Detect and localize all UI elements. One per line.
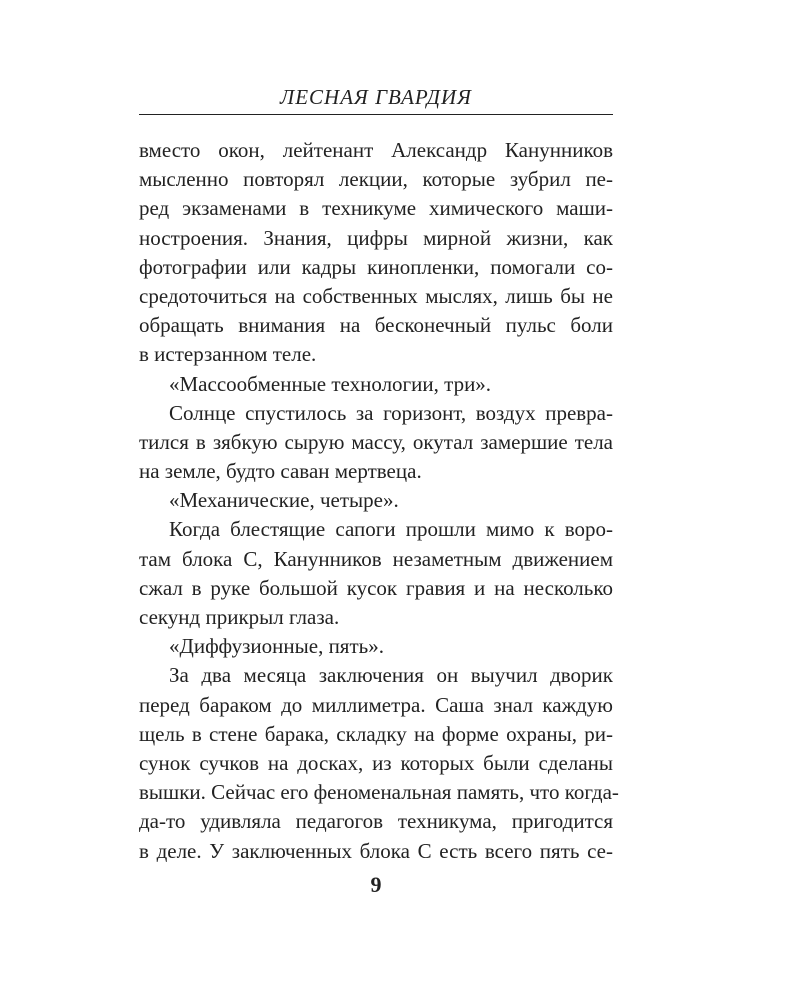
text-line: «Массообменные технологии, три». (169, 371, 492, 396)
header-rule (139, 114, 613, 115)
text-line: там блока С, Канунников незаметным движением (139, 546, 613, 571)
body-text (139, 136, 619, 866)
text-line: перед бараком до миллиметра. Саша знал каждую (139, 692, 613, 717)
text-line: сунок сучков на досках, из которых были сделаны (139, 750, 613, 775)
text-line: За два месяца заключения он выучил дворик (169, 663, 613, 688)
text-line: Солнце спустилось за горизонт, воздух превра- (169, 400, 613, 425)
text-line: ред экзаменами в техникуме химического маши- (139, 196, 613, 221)
text-line: вышки. Сейчас его феноменальная память, что когда- (139, 780, 619, 805)
text-line: ностроения. Знания, цифры мирной жизни, как (139, 225, 613, 250)
text-line: секунд прикрыл глаза. (139, 605, 340, 629)
text-line: сжал в руке большой кусок гравия и на несколько (139, 575, 613, 600)
text-line: «Диффузионные, пять». (169, 634, 384, 659)
page-number: 9 (370, 872, 382, 897)
text-line: на земле, будто саван мертвеца. (139, 459, 422, 484)
text-line: щель в стене барака, складку на форме охраны, ри- (139, 721, 613, 746)
text-line: вместо окон, лейтенант Александр Канунников (139, 138, 613, 162)
text-line: да-то удивляла педагогов техникума, пригодится (139, 809, 613, 834)
text-line: Когда блестящие сапоги прошли мимо к воро- (169, 517, 613, 542)
text-line: обращать внимания на бесконечный пульс боли (139, 313, 613, 338)
text-line: «Механические, четыре». (169, 488, 399, 513)
text-line: в деле. У заключенных блока С есть всего пять се- (139, 838, 613, 863)
text-line: в истерзанном теле. (139, 342, 317, 367)
text-line: фотографии или кадры кинопленки, помогали со- (139, 254, 613, 279)
text-line: тился в зябкую сырую массу, окутал замершие тела (139, 429, 613, 454)
text-line: мысленно повторял лекции, которые зубрил пе- (139, 167, 613, 192)
text-line: средоточиться на собственных мыслях, лишь бы не (139, 283, 613, 308)
running-title: ЛЕСНАЯ ГВАРДИЯ (280, 85, 472, 109)
